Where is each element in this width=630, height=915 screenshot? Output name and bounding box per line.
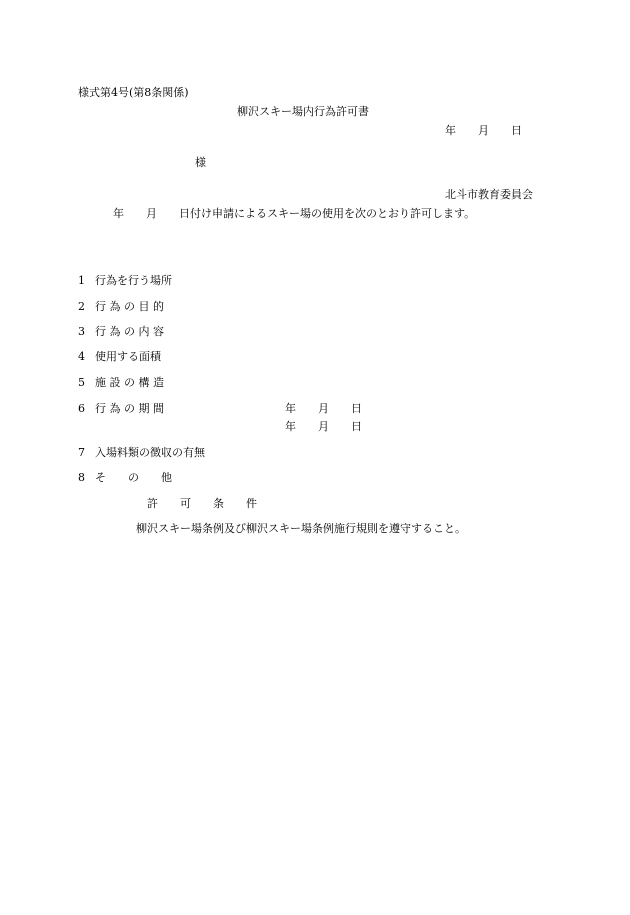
item-label: そ の 他 — [95, 471, 172, 484]
item-number: 7 — [78, 446, 85, 459]
item-label: 入場料類の徴収の有無 — [95, 446, 205, 459]
conditions-heading: 許 可 条 件 — [147, 497, 257, 510]
permission-statement: 年 月 日付け申請によるスキー場の使用を次のとおり許可します。 — [113, 207, 476, 220]
item-number: 1 — [78, 274, 85, 287]
item-label: 施 設 の 構 造 — [95, 376, 164, 389]
item-label: 使用する面積 — [95, 350, 161, 363]
conditions-text: 柳沢スキー場条例及び柳沢スキー場条例施行規則を遵守すること。 — [136, 522, 466, 535]
period-start-date: 年 月 日 — [285, 402, 362, 415]
addressee-suffix: 様 — [195, 156, 206, 169]
document-title: 柳沢スキー場内行為許可書 — [237, 105, 369, 118]
issuer-name: 北斗市教育委員会 — [445, 188, 533, 201]
item-number: 3 — [78, 325, 85, 338]
item-label: 行 為 の 期 間 — [95, 402, 164, 415]
item-number: 6 — [78, 402, 85, 415]
item-number: 5 — [78, 376, 85, 389]
item-number: 2 — [78, 300, 85, 313]
item-number: 8 — [78, 471, 85, 484]
period-end-date: 年 月 日 — [285, 420, 362, 433]
item-number: 4 — [78, 350, 85, 363]
item-label: 行為を行う場所 — [95, 274, 172, 287]
issue-date: 年 月 日 — [445, 124, 522, 137]
item-label: 行 為 の 目 的 — [95, 300, 164, 313]
form-number: 様式第4号(第8条関係) — [78, 86, 189, 99]
item-label: 行 為 の 内 容 — [95, 325, 164, 338]
